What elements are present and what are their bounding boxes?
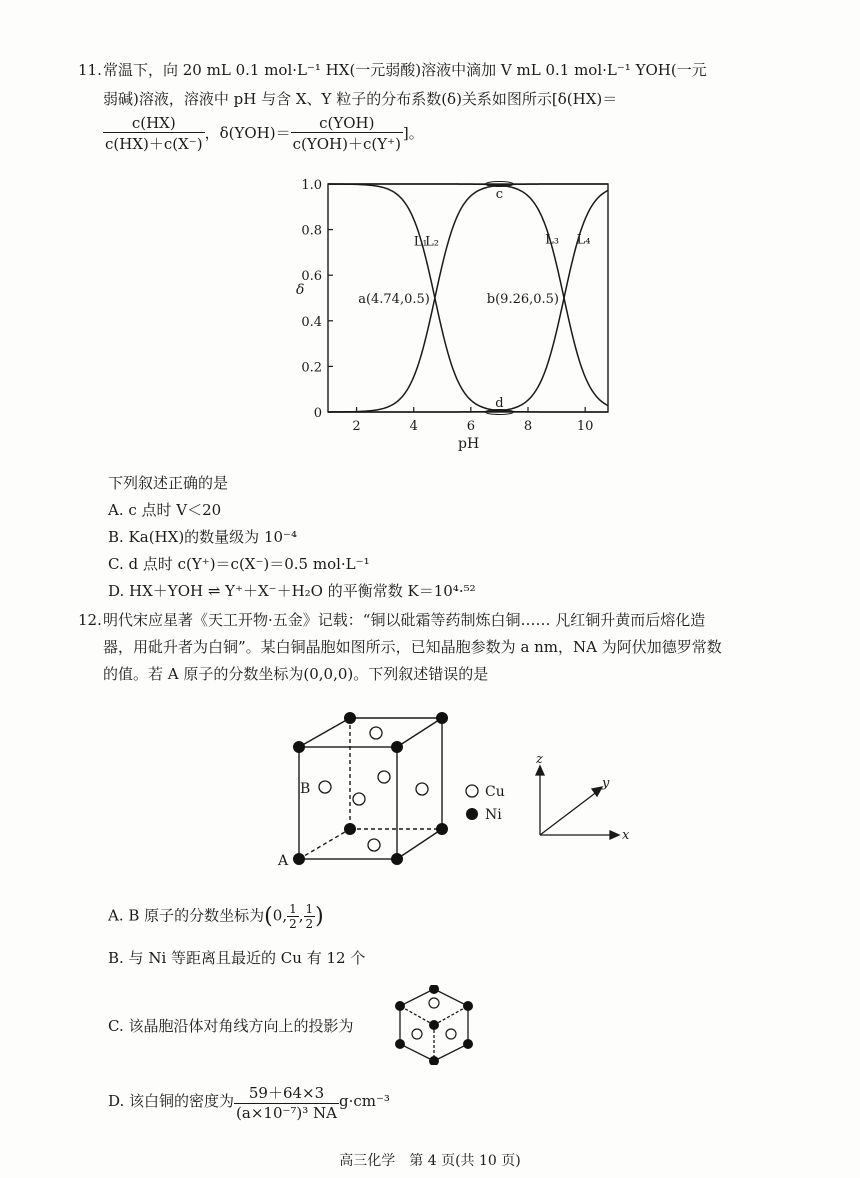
q12-text-line3: 的值。若 A 原子的分数坐标为(0,0,0)。下列叙述错误的是 — [103, 665, 489, 683]
annotation-b: b(9.26,0.5) — [486, 292, 559, 307]
y-tick-label: 0.4 — [301, 314, 322, 330]
q12-option-d — [108, 1082, 390, 1122]
legend-ni-symbol — [466, 808, 478, 820]
legend-cu: Cu — [485, 784, 505, 800]
q11-fraction-hx — [103, 114, 205, 154]
y-tick-label: 0.2 — [301, 360, 322, 376]
y-tick-label: 1.0 — [301, 178, 322, 193]
q12-text-line2: 器，用砒升者为白铜”。某白铜晶胞如图所示，已知晶胞参数为 a nm，NA 为阿伏加德罗常数 — [103, 638, 722, 656]
x-tick-label: 2 — [352, 419, 361, 434]
legend-cu-symbol — [466, 785, 478, 797]
q12-option-a: A. B 原子的分数坐标为(0, $\frac{1}{2}$ , $\frac{1}{2}$ ) — [108, 902, 324, 931]
q11-option-c: C. d 点时 c(Y⁺)＝c(X⁻)＝0.5 mol·L⁻¹ — [108, 555, 370, 573]
chart-ticks — [296, 178, 593, 452]
x-tick-label: 8 — [523, 419, 533, 434]
y-tick-label: 0 — [313, 406, 322, 421]
q12-option-a-coord-y-den: 2 — [289, 917, 297, 931]
q11-option-a: A. c 点时 V＜20 — [108, 501, 222, 519]
legend-ni: Ni — [485, 807, 502, 823]
y-axis-label: δ — [296, 282, 305, 298]
projection-hexagon — [392, 985, 476, 1065]
q11-frac2-numerator: c(YOH) — [291, 114, 403, 133]
q12-option-b: B. 与 Ni 等距离且最近的 Cu 有 12 个 — [108, 949, 366, 967]
q11-frac1-numerator: c(HX) — [103, 114, 205, 133]
x-axis-label: pH — [458, 436, 480, 452]
y-tick-label: 0.8 — [301, 223, 322, 239]
x-tick-label: 10 — [576, 419, 594, 434]
q12-number: 12. — [78, 611, 102, 629]
distribution-chart — [280, 168, 640, 460]
q11-formula-end: ]。 — [402, 124, 424, 142]
axis-y-label: y — [602, 776, 610, 791]
q12-option-a-coord-z-num: 1 — [305, 902, 314, 916]
axis-z-label: z — [536, 752, 543, 767]
q12-text-line1: 明代宋应星著《天工开物·五金》记载：“铜以砒霜等药制炼白铜…… 凡红铜升黄而后熔化造 — [103, 611, 706, 629]
x-tick-label: 6 — [466, 419, 475, 434]
q11-text-line1: 常温下，向 20 mL 0.1 mol·L⁻¹ HX(一元弱酸)溶液中滴加 V mL 0.1 mol·L⁻¹ YOH(一元 — [103, 61, 707, 79]
q11-frac1-denominator: c(HX)＋c(X⁻) — [105, 135, 203, 153]
chart-labels — [358, 187, 590, 411]
q11-prompt: 下列叙述正确的是 — [108, 474, 229, 492]
q12-option-c: C. 该晶胞沿体对角线方向上的投影为 — [108, 1017, 354, 1035]
q12-option-a-coord-z-den: 2 — [305, 917, 314, 931]
q11-formula-mid: ，δ(YOH)＝ — [204, 124, 291, 142]
q12-option-a-coord-x: 0 — [272, 906, 283, 925]
q11-formula-line — [103, 114, 424, 154]
unit-cell-diagram — [270, 705, 650, 875]
q12-option-d-text: D. 该白铜的密度为 — [108, 1092, 235, 1110]
annotation-a: a(4.74,0.5) — [358, 292, 430, 307]
annotation-d: d — [495, 396, 504, 411]
label-a: A — [278, 853, 289, 869]
q11-frac2-denominator: c(YOH)＋c(Y⁺) — [292, 135, 401, 153]
q11-number: 11. — [78, 61, 102, 79]
x-tick-label: 4 — [409, 419, 418, 434]
q12-option-d-unit: g·cm⁻³ — [339, 1092, 390, 1110]
series-L3-label: L₃ — [545, 232, 560, 248]
axis-x-label: x — [622, 828, 630, 843]
q12-option-a-coord-y-num: 1 — [289, 902, 297, 916]
series-L4-label: L₄ — [576, 232, 591, 248]
annotation-c: c — [495, 187, 504, 202]
series-L2-label: L₂ — [425, 234, 440, 250]
q11-text-line2: 弱碱)溶液，溶液中 pH 与含 X、Y 粒子的分布系数(δ)关系如图所示[δ(HX)＝ — [103, 90, 618, 108]
q12-option-d-denominator: (a×10⁻⁷)³ NA — [236, 1104, 338, 1122]
label-b: B — [300, 781, 311, 797]
q11-fraction-yoh — [291, 114, 403, 154]
q11-option-d: D. HX＋YOH ⇌ Y⁺＋X⁻＋H₂O 的平衡常数 K＝10⁴·⁵² — [108, 582, 476, 600]
cu-atoms — [319, 727, 428, 851]
series-L1-label: L₁ — [413, 234, 428, 250]
page-footer: 高三化学 第 4 页(共 10 页) — [339, 1153, 521, 1169]
q12-option-d-numerator: 59＋64×3 — [234, 1082, 339, 1104]
q11-option-b: B. Ka(HX)的数量级为 10⁻⁴ — [108, 528, 297, 546]
y-tick-label: 0.6 — [301, 269, 322, 285]
q12-option-a-text: A. B 原子的分数坐标为 — [108, 906, 265, 925]
